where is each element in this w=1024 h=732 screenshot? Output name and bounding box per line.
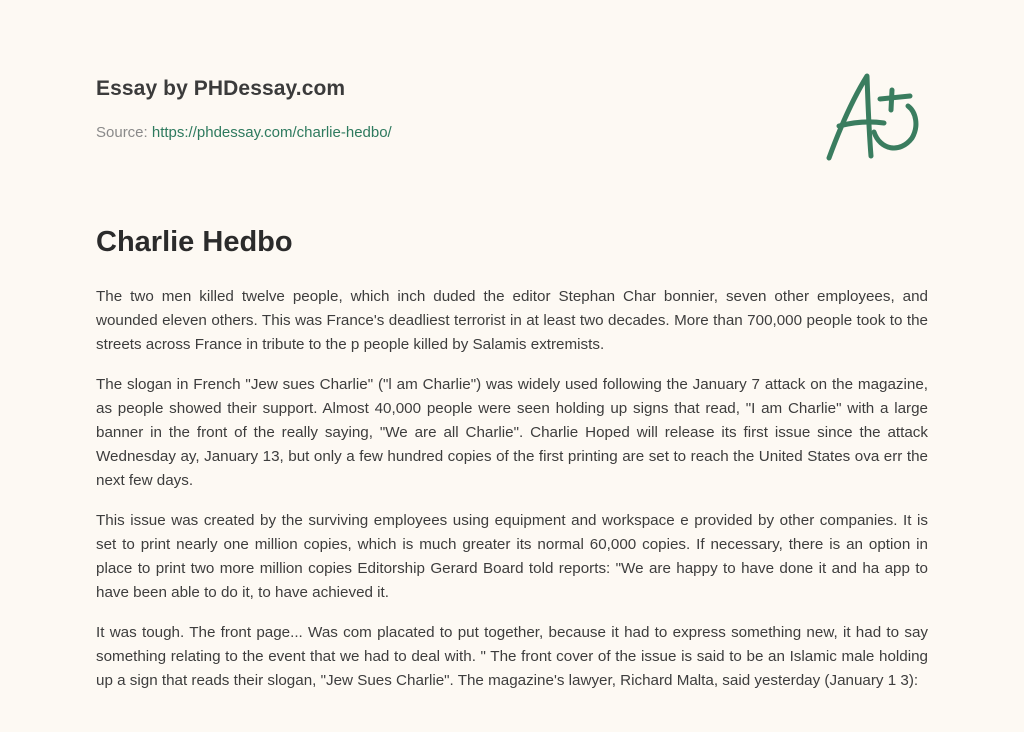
source-label: Source: bbox=[96, 124, 152, 141]
paragraph: It was tough. The front page... Was com placated to put together, because it had to express something new, it had to say something relating to the event that we had to deal with. " The front cover of the issue is said to be an Islamic male holding up a sign that reads their slogan, "Jew Sues Charlie". The magazine's lawyer, Richard Malta, said yesterday (January 1 3): bbox=[96, 624, 928, 689]
paragraph: This issue was created by the surviving employees using equipment and workspace e provided by other companies. It is set to print nearly one million copies, which is much greater its normal 60,000 copies. If necessary, there is an option in place to print two more million copies Editorship Gerard Board told reports: "We are happy to have done it and ha app to have been able to do it, to have achieved it. bbox=[96, 512, 928, 601]
a-plus-logo-icon bbox=[818, 66, 930, 166]
article-body bbox=[96, 285, 928, 709]
paragraph: The two men killed twelve people, which inch duded the editor Stephan Char bonnier, seven other employees, and wounded eleven others. This was France's deadliest terrorist in at least two decades. More than 700,000 people took to the streets across France in tribute to the p people killed by Salamis extremists. bbox=[96, 288, 928, 353]
site-title: Essay by PHDessay.com bbox=[96, 77, 346, 100]
source-line bbox=[96, 124, 392, 141]
source-link[interactable]: https://phdessay.com/charlie-hedbo/ bbox=[151, 124, 392, 141]
article-title: Charlie Hedbo bbox=[96, 226, 293, 258]
paragraph: The slogan in French "Jew sues Charlie" ("l am Charlie") was widely used following the January 7 attack on the magazine, as people showed their support. Almost 40,000 people were seen holding up signs that read, "I am Charlie" with a large banner in the front of the really saying, "We are all Charlie". Charlie Hoped will release its first issue since the attack Wednesday ay, January 13, but only a few hundred copies of the first printing are set to reach the United States ova err the next few days. bbox=[96, 376, 928, 489]
